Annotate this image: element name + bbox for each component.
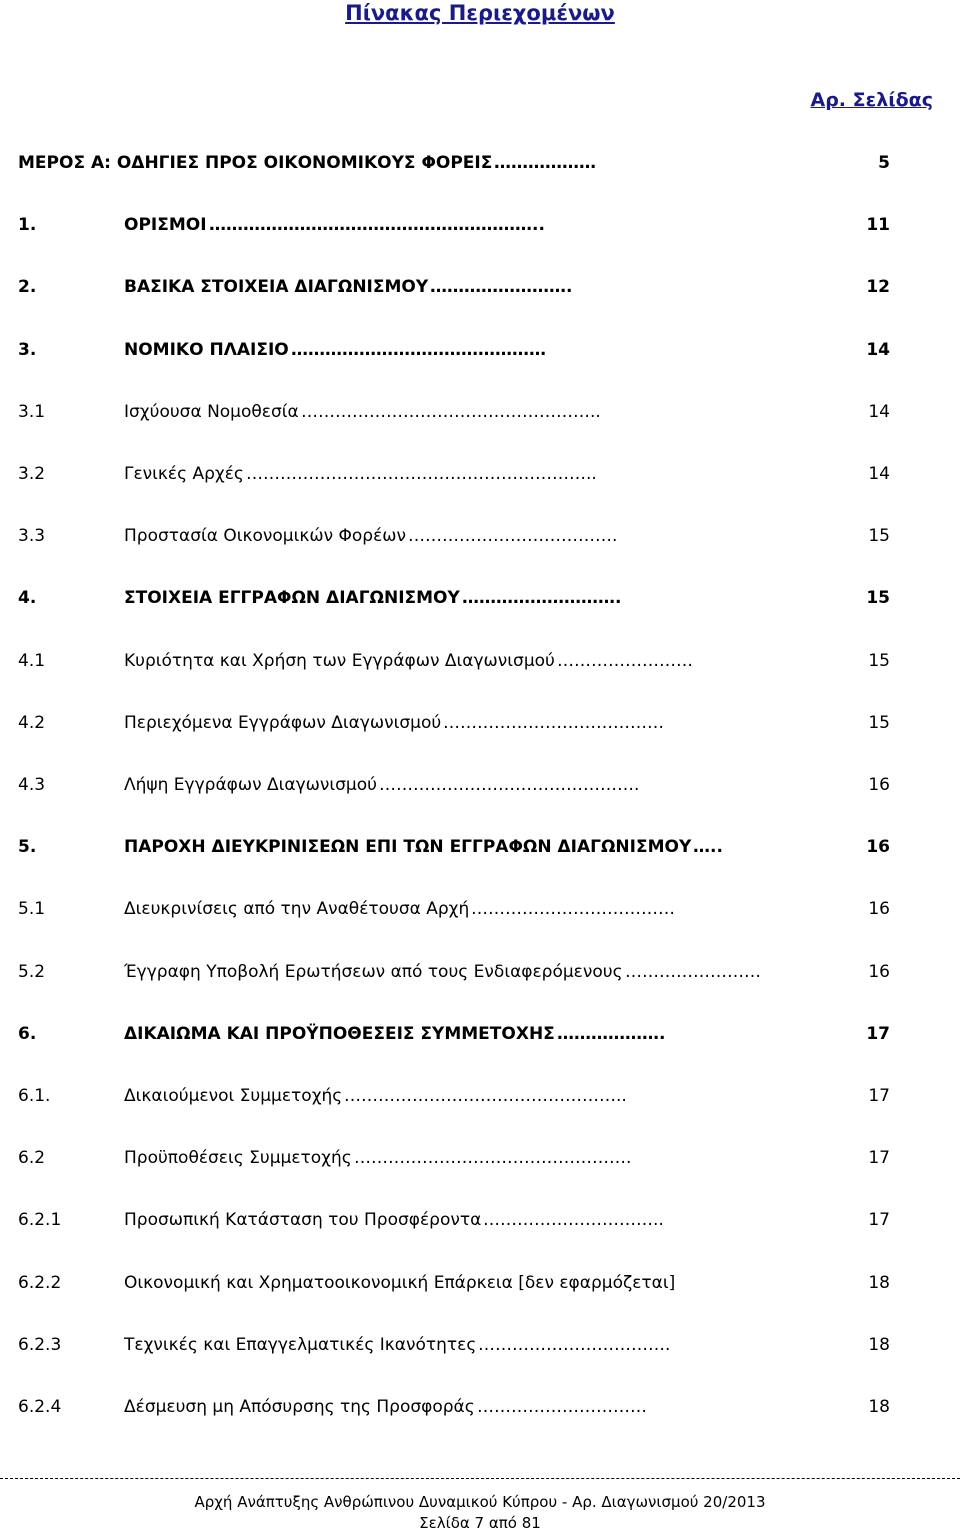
toc-entry-label: Περιεχόμενα Εγγράφων Διαγωνισμού xyxy=(124,712,442,733)
toc-entry[interactable] xyxy=(0,399,960,425)
toc-entry-number: 3.2 xyxy=(18,464,46,484)
toc-entry-label: Δικαιούμενοι Συμμετοχής xyxy=(124,1086,343,1106)
toc-entry-page: 16 xyxy=(868,775,890,795)
toc-entry-leader: ………………………………………. xyxy=(379,775,640,795)
toc-entry[interactable] xyxy=(0,1332,960,1358)
toc-entry-leader: ………………………….. xyxy=(483,1210,664,1231)
toc-entry[interactable] xyxy=(0,772,960,798)
toc-entry-page: 11 xyxy=(866,215,890,236)
toc-entry-leader: ……………………. xyxy=(430,277,573,298)
toc-entry-leader: ……………… xyxy=(494,153,596,173)
toc-entry-leader: ……………………………………… xyxy=(291,339,546,360)
toc-entry-page: 14 xyxy=(868,464,890,484)
toc-entry[interactable] xyxy=(0,150,960,176)
toc-entry-number: 6.2.2 xyxy=(18,1272,62,1293)
toc-entry-number: 6.2.3 xyxy=(18,1334,62,1355)
toc-entry[interactable] xyxy=(0,1083,960,1109)
toc-entry[interactable] xyxy=(0,896,960,922)
toc-entry-leader: ………………………. xyxy=(462,588,622,609)
footer-page-number: Σελίδα 7 από 81 xyxy=(419,1514,541,1532)
toc-entry[interactable] xyxy=(0,1021,960,1047)
toc-entry-leader: ….. xyxy=(693,837,723,858)
toc-entry-label: Τεχνικές και Επαγγελματικές Ικανότητες xyxy=(124,1334,477,1355)
toc-entry-number: 6.1. xyxy=(18,1086,51,1106)
toc-entry-label: Λήψη Εγγράφων Διαγωνισμού xyxy=(124,775,377,795)
toc-entry-page: 16 xyxy=(866,837,890,858)
toc-entry-leader: …………………………………………………….. xyxy=(246,464,597,484)
toc-entry-number: 1. xyxy=(18,215,37,236)
toc-entry-label: ΣΤΟΙΧΕΙΑ ΕΓΓΡΑΦΩΝ ΔΙΑΓΩΝΙΣΜΟΥ xyxy=(124,588,460,609)
toc-entry-number: 4.1 xyxy=(18,650,46,671)
toc-entry-page: 14 xyxy=(868,401,890,422)
toc-entry[interactable] xyxy=(0,1145,960,1171)
toc-entry-page: 14 xyxy=(866,339,890,360)
toc-entry-number: 3.1 xyxy=(18,401,46,422)
toc-entry-leader: ……………………………. xyxy=(478,1334,671,1355)
toc-entry-leader: ………………………………. xyxy=(408,526,618,547)
toc-entry-page: 15 xyxy=(866,588,890,609)
toc-entry-label: Δέσμευση μη Απόσυρσης της Προσφοράς xyxy=(124,1397,475,1417)
toc-entry[interactable] xyxy=(0,648,960,674)
toc-entry[interactable] xyxy=(0,461,960,487)
toc-entry-label: ΔΙΚΑΙΩΜΑ ΚΑΙ ΠΡΟΫΠΟΘΕΣΕΙΣ ΣΥΜΜΕΤΟΧΗΣ xyxy=(124,1023,555,1044)
toc-entry-page: 18 xyxy=(868,1397,890,1417)
toc-entry-label: Προστασία Οικονομικών Φορέων xyxy=(124,526,406,547)
toc-entry-number: 3. xyxy=(18,339,37,360)
toc-entry-label: Γενικές Αρχές xyxy=(124,464,244,484)
toc-entry-number: 5. xyxy=(18,837,37,858)
page-number-column-header: Αρ. Σελίδας xyxy=(810,89,933,111)
toc-entry-number: 4. xyxy=(18,588,37,609)
toc-entry-label: ΒΑΣΙΚΑ ΣΤΟΙΧΕΙΑ ΔΙΑΓΩΝΙΣΜΟΥ xyxy=(124,277,429,298)
toc-entry-leader: ………………………………………………….. xyxy=(209,215,545,236)
toc-entry[interactable] xyxy=(0,1207,960,1233)
toc-entry-page: 15 xyxy=(868,526,890,547)
toc-entry-number: 3.3 xyxy=(18,526,46,547)
toc-entry-label: Κυριότητα και Χρήση των Εγγράφων Διαγωνισμού xyxy=(124,650,555,671)
toc-entry[interactable] xyxy=(0,274,960,300)
toc-entry[interactable] xyxy=(0,1270,960,1296)
toc-entry-page: 18 xyxy=(868,1272,890,1293)
toc-entry[interactable] xyxy=(0,212,960,238)
toc-entry-label: ΜΕΡΟΣ Α: ΟΔΗΓΙΕΣ ΠΡΟΣ ΟΙΚΟΝΟΜΙΚΟΥΣ ΦΟΡΕΙΣ xyxy=(18,153,493,173)
toc-entry-number: 4.2 xyxy=(18,712,46,733)
toc-entry[interactable] xyxy=(0,1394,960,1420)
toc-entry[interactable] xyxy=(0,585,960,611)
toc-entry-page: 16 xyxy=(868,899,890,920)
toc-entry-page: 5 xyxy=(878,153,890,173)
toc-entry-leader: ………………………………… xyxy=(443,712,664,733)
toc-entry-number: 6.2 xyxy=(18,1148,46,1169)
toc-entry-label: Προσωπική Κατάσταση του Προσφέροντα xyxy=(124,1210,482,1231)
toc-entry-label: Οικονομική και Χρηματοοικονομική Επάρκεια [δεν εφαρμόζεται] xyxy=(124,1272,676,1293)
toc-entry[interactable] xyxy=(0,710,960,736)
toc-entry[interactable] xyxy=(0,959,960,985)
toc-entry-number: 6.2.1 xyxy=(18,1210,62,1231)
toc-entry-leader: …………………………………………. xyxy=(354,1148,632,1169)
footer-organization: Αρχή Ανάπτυξης Ανθρώπινου Δυναμικού Κύπρου - Αρ. Διαγωνισμού 20/2013 xyxy=(194,1493,766,1511)
toc-entry-page: 17 xyxy=(868,1086,890,1106)
toc-entry-number: 5.1 xyxy=(18,899,46,920)
toc-entry-label: Προϋποθέσεις Συμμετοχής xyxy=(124,1148,352,1169)
toc-entry-page: 17 xyxy=(868,1148,890,1169)
toc-entry-number: 5.2 xyxy=(18,961,46,982)
toc-entry-label: Έγγραφη Υποβολή Ερωτήσεων από τους Ενδιαφερόμενους xyxy=(124,961,623,982)
toc-entry[interactable] xyxy=(0,523,960,549)
toc-entry-page: 15 xyxy=(868,650,890,671)
toc-entry-leader: …………………………………………….. xyxy=(301,401,601,422)
toc-entry-label: Ισχύουσα Νομοθεσία xyxy=(124,401,299,422)
toc-entry-leader: …………………… xyxy=(625,961,761,982)
toc-title: Πίνακας Περιεχομένων xyxy=(345,1,615,25)
toc-entry-number: 6.2.4 xyxy=(18,1397,62,1417)
footer-divider xyxy=(0,1478,960,1479)
toc-entry-number: 4.3 xyxy=(18,775,46,795)
toc-entry-page: 12 xyxy=(866,277,890,298)
toc-entry[interactable] xyxy=(0,337,960,363)
toc-entry-page: 18 xyxy=(868,1334,890,1355)
toc-entry-number: 6. xyxy=(18,1023,37,1044)
toc-entry-leader: ………………. xyxy=(557,1023,666,1044)
toc-entry-leader: ………………………… xyxy=(477,1397,647,1417)
toc-entry-label: ΟΡΙΣΜΟΙ xyxy=(124,215,207,236)
toc-entry-page: 16 xyxy=(868,961,890,982)
toc-entry-label: ΠΑΡΟΧΗ ΔΙΕΥΚΡΙΝΙΣΕΩΝ ΕΠΙ ΤΩΝ ΕΓΓΡΑΦΩΝ ΔΙΑΓΩΝΙΣΜΟΥ xyxy=(124,837,692,858)
toc-entry-page: 15 xyxy=(868,712,890,733)
toc-entry-number: 2. xyxy=(18,277,37,298)
toc-entry-page: 17 xyxy=(866,1023,890,1044)
toc-entry-leader: ………………………………………….. xyxy=(344,1086,627,1106)
toc-entry-label: Διευκρινίσεις από την Αναθέτουσα Αρχή xyxy=(124,899,470,920)
toc-entry-page: 17 xyxy=(868,1210,890,1231)
toc-entry-leader: …………………… xyxy=(557,650,693,671)
toc-entry-label: ΝΟΜΙΚΟ ΠΛΑΙΣΙΟ xyxy=(124,339,289,360)
toc-entry-leader: ……………………………… xyxy=(471,899,675,920)
toc-entry[interactable] xyxy=(0,834,960,860)
